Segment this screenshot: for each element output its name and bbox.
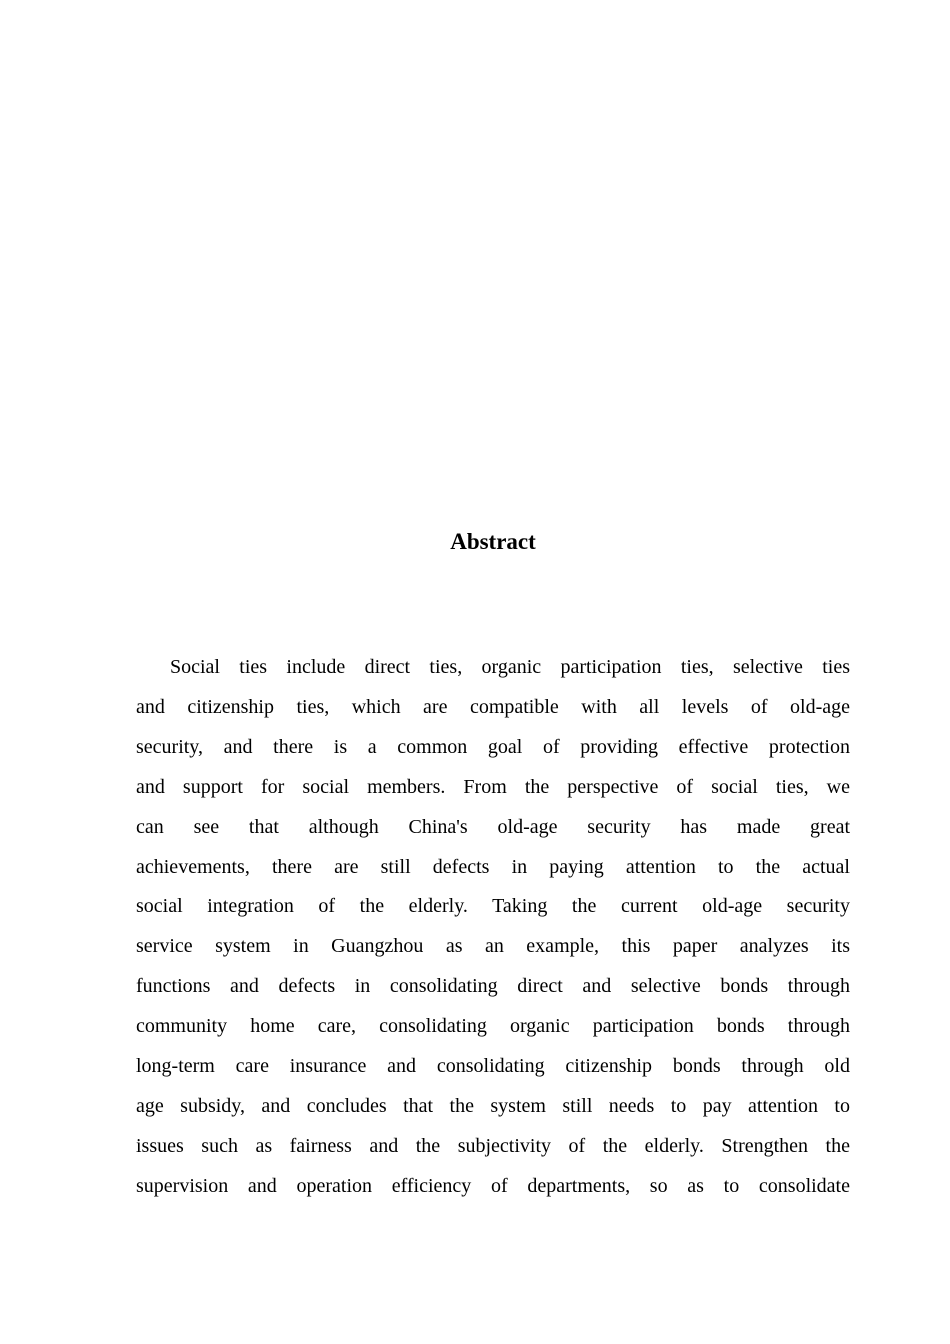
- abstract-line: security, and there is a common goal of providing effective protection: [136, 735, 850, 758]
- abstract-line: and support for social members. From the perspective of social ties, we: [136, 775, 850, 798]
- abstract-line: and citizenship ties, which are compatible with all levels of old-age: [136, 695, 850, 718]
- abstract-line: service system in Guangzhou as an example, this paper analyzes its: [136, 935, 850, 958]
- abstract-line: long-term care insurance and consolidating citizenship bonds through old: [136, 1055, 850, 1078]
- abstract-line: can see that although China's old-age security has made great: [136, 815, 850, 838]
- abstract-line: functions and defects in consolidating direct and selective bonds through: [136, 975, 850, 998]
- abstract-line: Social ties include direct ties, organic participation ties, selective ties: [170, 656, 850, 678]
- abstract-line: achievements, there are still defects in paying attention to the actual: [136, 855, 850, 878]
- abstract-line: social integration of the elderly. Taking the current old-age security: [136, 895, 850, 918]
- abstract-line: age subsidy, and concludes that the system still needs to pay attention to: [136, 1094, 850, 1117]
- abstract-line: community home care, consolidating organic participation bonds through: [136, 1015, 850, 1038]
- abstract-line: issues such as fairness and the subjectivity of the elderly. Strengthen the: [136, 1134, 850, 1157]
- abstract-line: supervision and operation efficiency of departments, so as to consolidate: [136, 1174, 850, 1197]
- abstract-heading: Abstract: [450, 529, 536, 554]
- abstract-body: [136, 648, 850, 1207]
